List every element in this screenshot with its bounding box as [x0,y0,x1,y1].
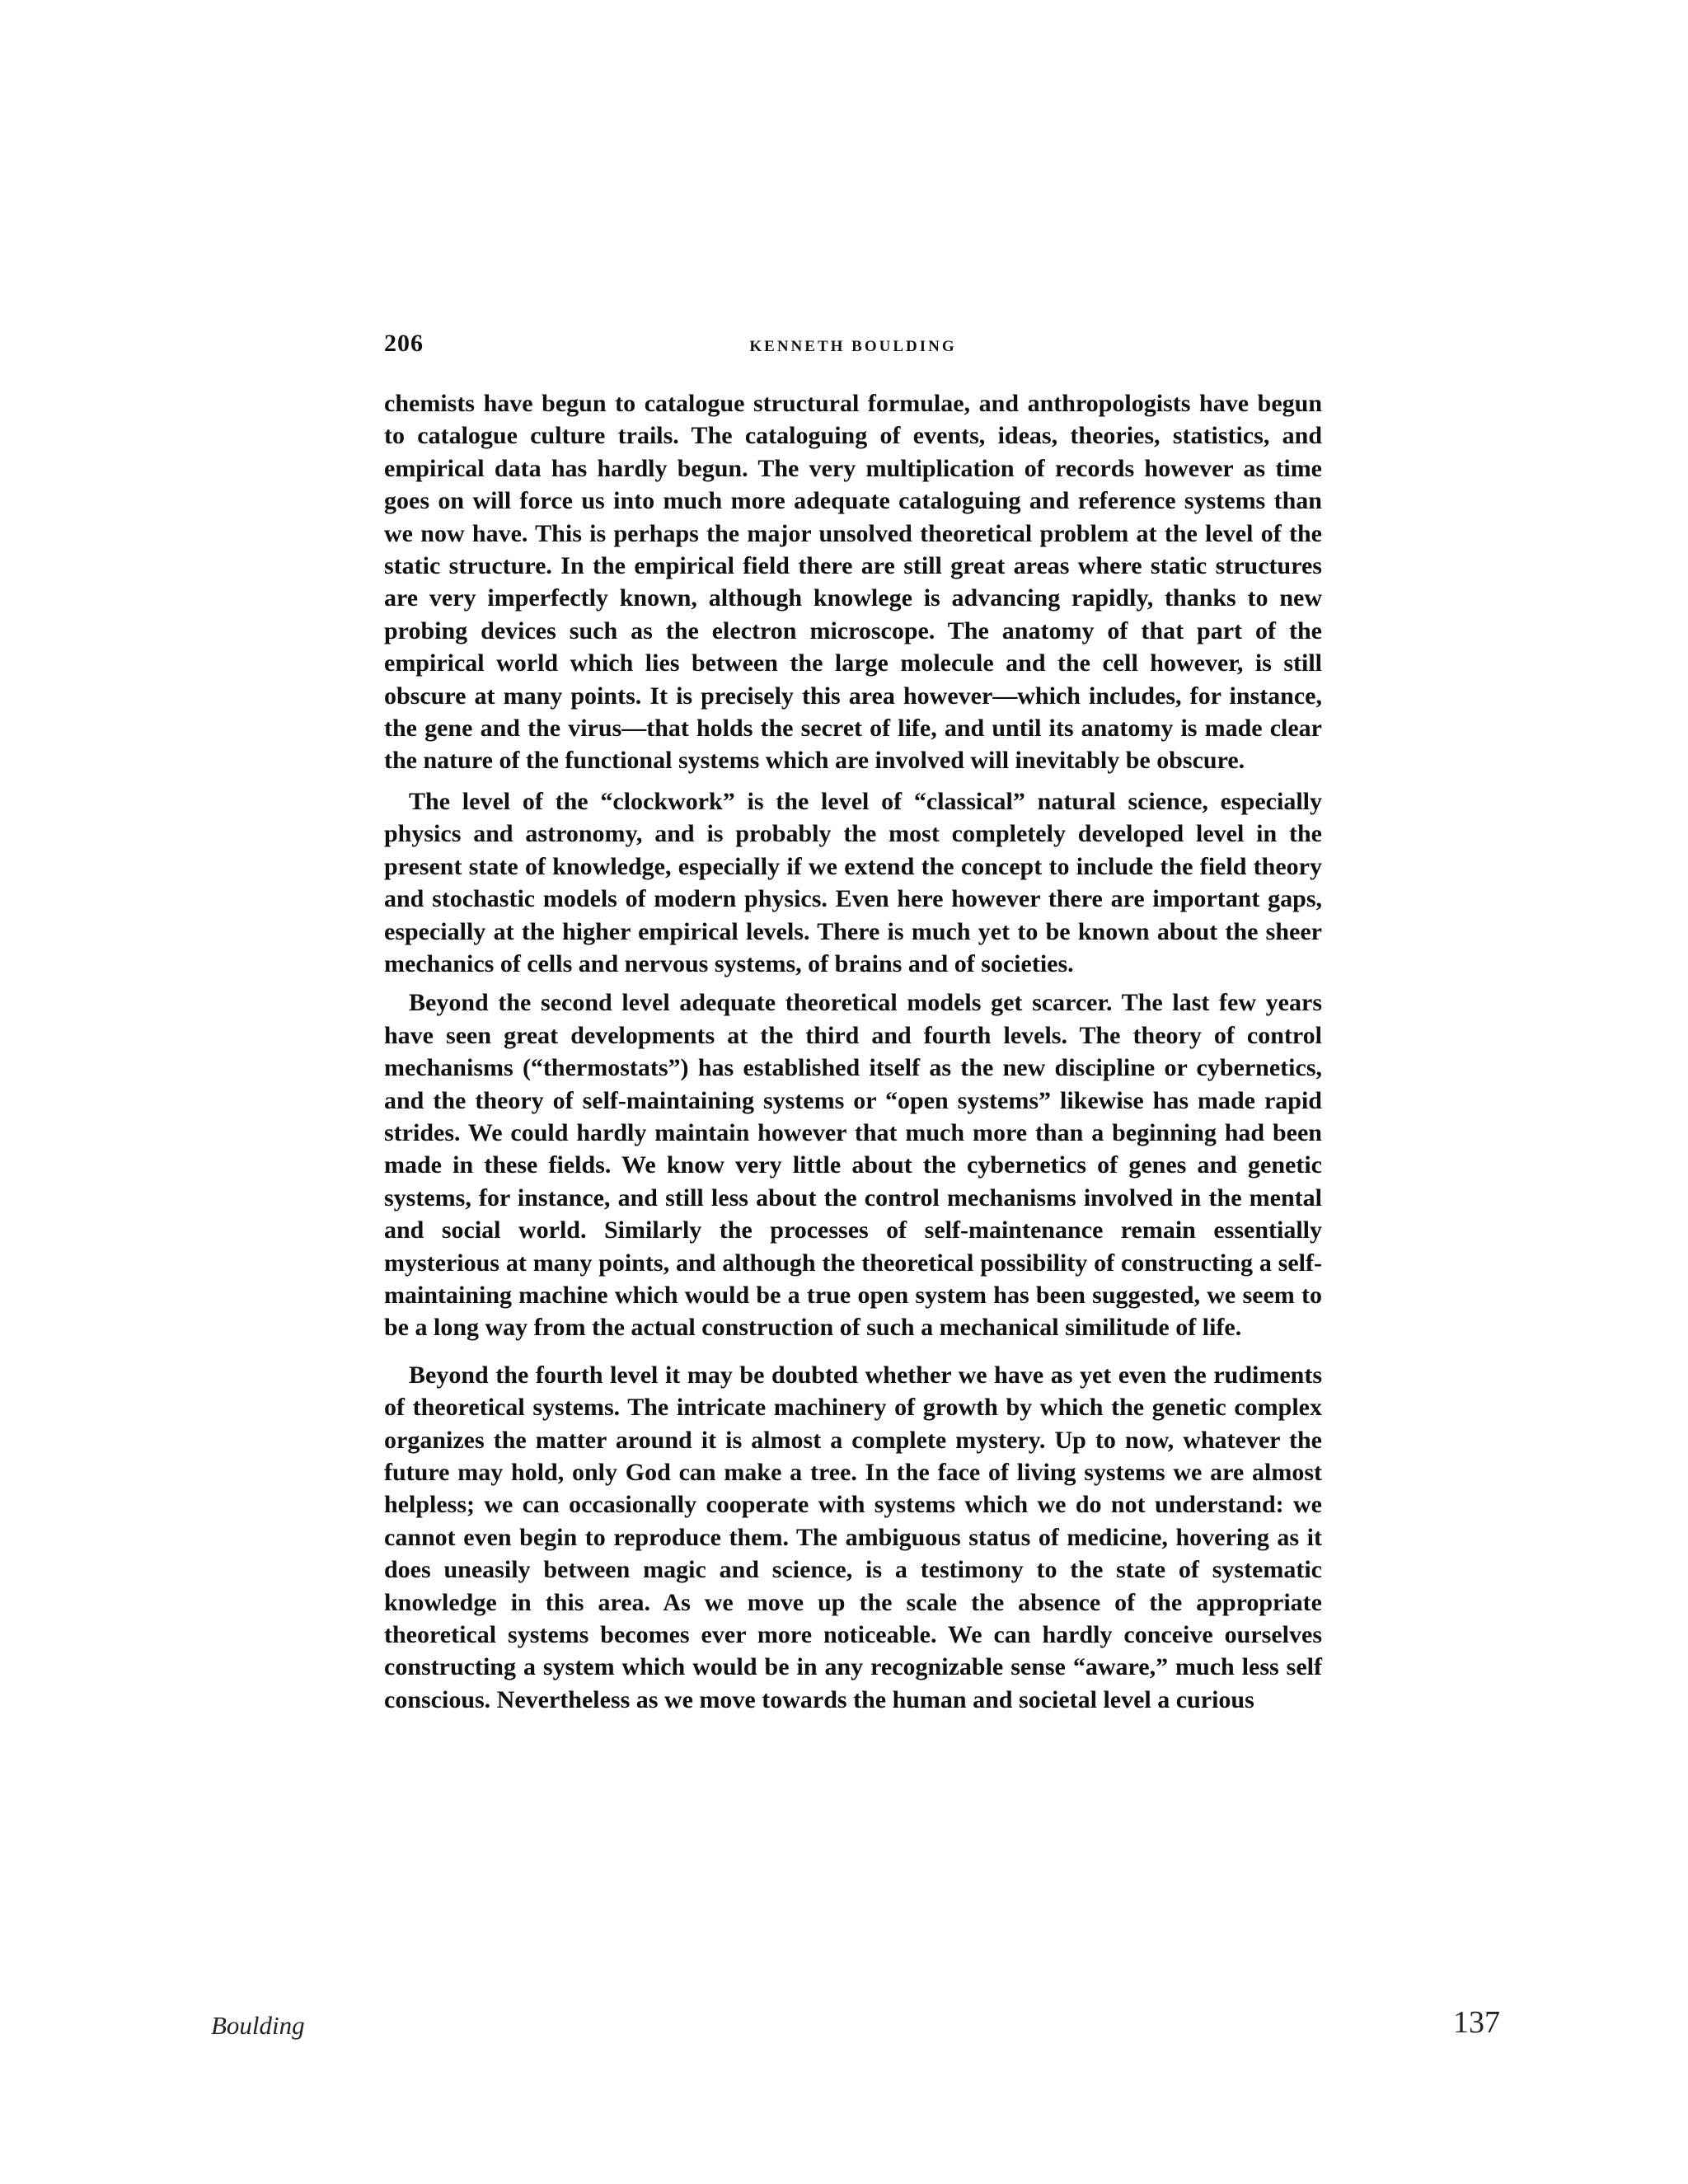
paragraph-4: Beyond the fourth level it may be doubted whether we have as yet even the rudiments of theoretical systems. The intricate machinery of growth by which the genetic complex organizes the matter around it is almost a complete mystery. Up to now, whatever the future may hold, only God can make a tree. In the face of living systems we are almost helpless; we can occasionally cooperate with systems which we do not understand: we cannot even begin to reproduce them. The ambiguous status of medicine, hovering as it does uneasily between magic and science, is a testimony to the state of systematic knowledge in this area. As we move up the scale the absence of the appropriate theoretical systems becomes ever more noticeable. We can hardly conceive ourselves constructing a system which would be in any recognizable sense “aware,” much less self conscious. Nevertheless as we move towards the human and societal level a curious [384,1361,1322,1713]
paragraph-3: Beyond the second level adequate theoretical models get scarcer. The last few years have seen great developments at the third and fourth levels. The theory of control mechanisms (“thermostats”) has established itself as the new discipline or cybernetics, and the theory of self-maintaining systems or “open systems” likewise has made rapid strides. We could hardly maintain however that much more than a beginning had been made in these fields. We know very little about the cybernetics of genes and genetic systems, for instance, and still less about the control mechanisms involved in the mental and social world. Similarly the processes of self-maintenance remain essentially mysterious at many points, and although the theoretical possibility of constructing a self-maintaining machine which would be a true open system has been suggested, we seem to be a long way from the actual construction of such a mechanical similitude of life. [384,989,1322,1342]
original-page-number: 206 [384,330,424,357]
paragraph-2: The level of the “clockwork” is the level of “classical” natural science, especially physics and astronomy, and is probably the most completely developed level in the present state of knowledge, especially if we extend the concept to include the field theory and stochastic models of modern physics. Even here however there are important gaps, especially at the higher empirical levels. There is much yet to be known about the sheer mechanics of cells and nervous systems, of brains and of societies. [384,787,1322,977]
paragraph-1: chemists have begun to catalogue structural formulae, and anthropologists have begun to catalogue culture trails. The cataloguing of events, ideas, theories, statistics, and empirical data has hardly begun. The very multiplication of records however as time goes on will force us into much more adequate cataloguing and reference systems than we now have. This is perhaps the major unsolved theoretical problem at the level of the static structure. In the empirical field there are still great areas where static structures are very imperfectly known, although knowlege is advancing rapidly, thanks to new probing devices such as the electron microscope. The anatomy of that part of the empirical world which lies between the large molecule and the cell however, is still obscure at many points. It is precisely this area however—which includes, for instance, the gene and the virus—that holds the secret of life, and until its anatomy is made clear the nature of the functional systems which are involved will inevitably be obscure. [384,390,1322,775]
running-title: KENNETH BOULDING [749,338,957,355]
footer-page-number: 137 [1453,2005,1500,2040]
running-header [384,330,1322,369]
body-text [384,387,1322,1716]
footer-author: Boulding [211,2011,305,2040]
